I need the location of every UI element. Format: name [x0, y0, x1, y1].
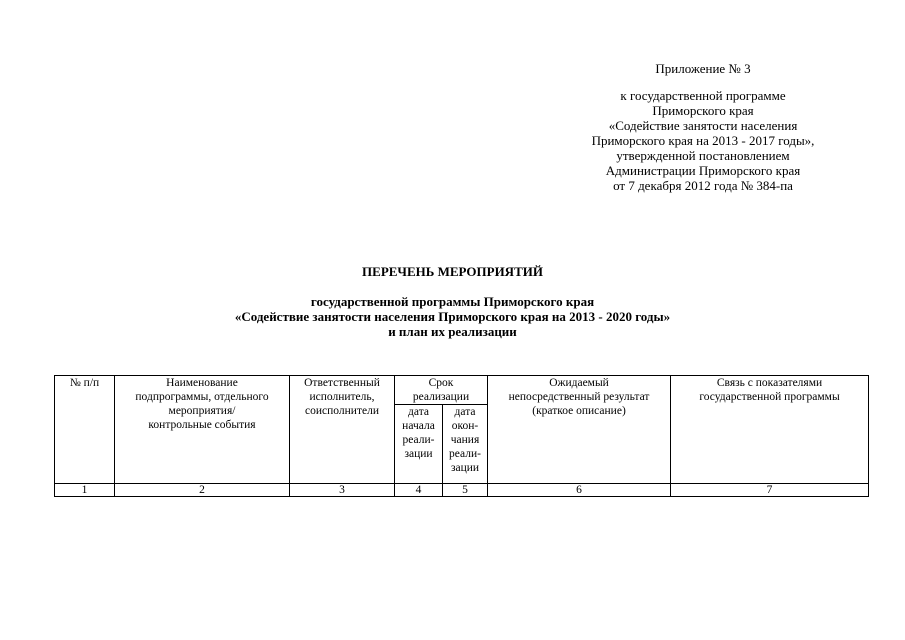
appendix-line: от 7 декабря 2012 года № 384-па [613, 178, 793, 193]
appendix-line: Приморского края на 2013 - 2017 годы», [591, 133, 815, 148]
column-number: 2 [115, 484, 290, 497]
column-number: 6 [488, 484, 671, 497]
header-expected-result: Ожидаемый непосредственный результат (краткое описание) [488, 376, 671, 484]
header-term: Срок реализации [395, 376, 488, 405]
appendix-line: утвержденной постановлением [616, 148, 790, 163]
header-responsible: Ответственный исполнитель, соисполнители [290, 376, 395, 484]
appendix-block [560, 61, 846, 193]
measures-table [54, 375, 869, 497]
header-indicators-link: Связь с показателями государственной программы [671, 376, 869, 484]
column-number: 5 [443, 484, 488, 497]
appendix-line: к государственной программе [620, 88, 786, 103]
subtitle-line: «Содействие занятости населения Приморского края на 2013 - 2020 годы» [234, 309, 671, 324]
column-number: 3 [290, 484, 395, 497]
subtitle-line: и план их реализации [388, 324, 517, 339]
document-subtitle [0, 294, 905, 339]
appendix-line: «Содействие занятости населения [608, 118, 798, 133]
header-end-date: дата окон- чания реали- зации [443, 405, 488, 484]
header-number: № п/п [55, 376, 115, 484]
column-number: 4 [395, 484, 443, 497]
appendix-line: Администрации Приморского края [605, 163, 801, 178]
column-number: 1 [55, 484, 115, 497]
document-title: ПЕРЕЧЕНЬ МЕРОПРИЯТИЙ [362, 264, 543, 279]
appendix-line: Приморского края [652, 103, 754, 118]
column-number-row [55, 484, 869, 497]
column-number: 7 [671, 484, 869, 497]
header-name: Наименование подпрограммы, отдельного мероприятия/ контрольные события [115, 376, 290, 484]
appendix-number: Приложение № 3 [655, 61, 751, 76]
header-start-date: дата начала реали- зации [395, 405, 443, 484]
subtitle-line: государственной программы Приморского края [310, 294, 595, 309]
